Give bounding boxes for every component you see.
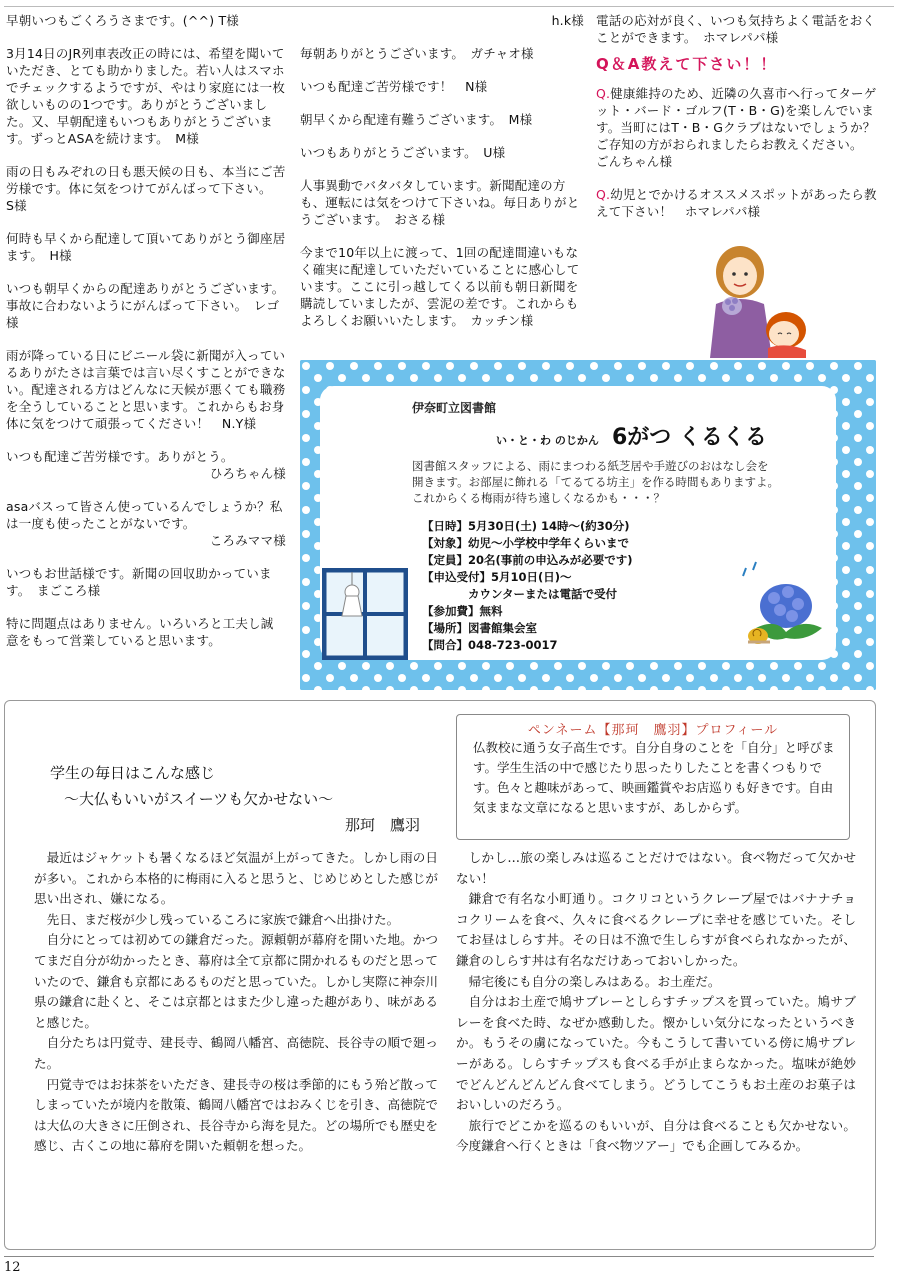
program-title-small: い・と・わ のじかん	[496, 434, 599, 447]
essay-paragraph: 自分にとっては初めての鎌倉だった。源頼朝が幕府を開いた地。かつてまだ自分が幼かったとき、幕府は全て京都に開かれるものだと思っていたので、鎌倉も京都にあるものだと思っていた。しかし実際に神奈川県の鎌倉に赴くと、そこは京都とはまた少し違った趣があり、味があると感じた。	[34, 932, 438, 1030]
message-text: いつもありがとうございます。 U様	[300, 145, 506, 160]
message-text: 特に問題点はありません。いろいろと工夫し誠意をもって営業していると思います。	[6, 616, 274, 648]
message-text: いつも配達ご苦労様です！ N様	[300, 79, 488, 94]
message-text: 雨の日もみぞれの日も悪天候の日も、本当にご苦労様です。体に気をつけてがんばって下さい。 S様	[6, 164, 286, 213]
message-text: いつも朝早くからの配達ありがとうございます。事故に合わないようにがんばって下さい。 レゴ様	[6, 281, 285, 330]
qa-title: Q＆A教えて下さい！！	[596, 55, 778, 73]
message-text: 雨が降っている日にビニール袋に新聞が入っているありがたさは言葉では言い尽くすことができない。配達される方はどんなに天候が悪くても職務を全うしていることと思います。これからもお身体に気をつけて頑張ってください！ N.Y様	[6, 348, 286, 431]
essay-paragraph: 帰宅後にも自分の楽しみはある。お土産だ。	[468, 973, 721, 989]
message-item	[6, 498, 286, 549]
message-text: 人事異動でバタバタしています。新聞配達の方も、運転には気をつけて下さいね。毎日ありがとうございます。 おさる様	[300, 178, 580, 227]
detail-row: 【申込受付】5月10日(日)～	[422, 570, 572, 584]
message-item	[6, 12, 286, 29]
message-signature: h.k様	[551, 13, 584, 28]
message-item	[300, 144, 584, 161]
message-item	[6, 163, 286, 214]
essay-paragraph: 自分たちは円覚寺、建長寺、鶴岡八幡宮、高徳院、長谷寺の順で廻った。	[34, 1035, 438, 1071]
detail-row: 【定員】20名(事前の申込みが必要です)	[422, 553, 633, 567]
desc-line-2: 開きます。お部屋に飾れる「てるてる坊主」を作る時間もありますよ。	[412, 475, 779, 489]
message-text: asaバスって皆さん使っているんでしょうか？私は一度も使ったことがないです。	[6, 499, 283, 531]
profile-title: ペンネーム【那珂 鷹羽】プロフィール	[527, 723, 779, 738]
detail-row: カウンターまたは電話で受付	[422, 587, 618, 601]
window-teru-teru-bozu-icon	[322, 568, 408, 660]
message-text: 早朝いつもごくろうさまです。(^^) T様	[6, 13, 240, 28]
message-item: 電話の応対が良く、いつも気持ちよく電話をおくことができます。 ホマレパパ様	[596, 13, 876, 45]
essay-paragraph: 自分はお土産で鳩サブレーとしらすチップスを買っていた。鳩サブレーを食べた時、なぜか感動した。懐かしい気分になったというべきか。もうその虜になっていた。今もこうして書いている傍に鳩サブレーがある。しらすチップスも食べる手が止まらなかった。塩味が絶妙でどんどんどんどん食べてしまう。どうしてこうもお土産のお菓子はおいしいのだろう。	[456, 994, 856, 1113]
essay-paragraph: 先日、まだ桜が少し残っているころに家族で鎌倉へ出掛けた。	[46, 911, 400, 927]
message-signature: ころみママ様	[209, 533, 286, 548]
detail-row: 【対象】幼児～小学校中学年くらいまで	[422, 536, 629, 550]
message-signature: ひろちゃん様	[209, 466, 286, 481]
essay-column-1	[34, 848, 438, 1157]
desc-line-1: 図書館スタッフによる、雨にまつわる紙芝居や手遊びのおはなし会を	[412, 459, 769, 473]
message-text: 朝早くから配達有難うございます。 M様	[300, 112, 533, 127]
top-rule	[4, 6, 894, 7]
message-text: 3月14日のJR列車表改正の時には、希望を聞いていただき、とても助かりました。若い人はスマホでチェックするようですが、やはり家庭には一枚欲しいものの1つです。ありがとうございました。又、早朝配達もいつもありがとうございます。ずっとASAを続けます。 M様	[6, 46, 286, 146]
message-item	[300, 177, 584, 228]
essay-title: 学生の毎日はこんな感じ	[50, 764, 216, 782]
message-text: 何時も早くから配達して頂いてありがとう御座居ます。 H様	[6, 231, 286, 263]
hydrangea-snail-icon	[726, 558, 836, 658]
essay-paragraph: 最近はジャケットも暑くなるほど気温が上がってきた。しかし雨の日が多い。これから本格的に梅雨に入ると思うと、じめじめとした感じが思い出され、嫌になる。	[34, 850, 438, 907]
program-title	[496, 420, 767, 451]
message-item	[6, 347, 286, 432]
essay-subtitle: ～大仏もいいがスイーツも欠かせない～	[64, 790, 334, 808]
message-text: 毎朝ありがとうございます。 ガチャオ様	[300, 46, 534, 61]
program-details	[422, 518, 633, 654]
message-item	[6, 230, 286, 264]
message-item	[6, 565, 286, 599]
qa-item	[596, 85, 880, 170]
qa-item	[596, 186, 880, 220]
message-item	[300, 45, 584, 62]
detail-row: 【日時】5月30日(土) 14時～(約30分)	[422, 519, 630, 533]
profile-body: 仏教校に通う女子高生です。自分自身のことを「自分」と呼びます。学生生活の中で感じたり思ったりしたことを書くつもりです。色々と趣味があって、映画鑑賞やお店巡りも好きです。自由気ままな文章になると思いますが、あしからず。	[473, 740, 835, 815]
essay-paragraph: 鎌倉で有名な小町通り。コクリコというクレープ屋ではバナナチョコクリームを食べ、久々に食べるクレープに幸せを感じていた。そしてお昼はしらす丼。その日は不漁で生しらすが食べられなかったが、鎌倉のしらす丼は有名なだけあっておいしかった。	[456, 891, 856, 968]
reader-messages-column-1	[6, 12, 286, 665]
desc-line-3: これからくる梅雨が待ち遠しくなるかも・・・？	[412, 491, 665, 505]
reader-messages-column-3	[596, 12, 880, 236]
bottom-rule	[4, 1256, 874, 1257]
profile-box	[456, 714, 850, 840]
message-item	[6, 448, 286, 482]
qa-question: 健康維持のため、近隣の久喜市へ行ってターゲット・バード・ゴルフ(T・B・G)を楽しんでいます。当町にはT・B・Gクラブはないでしょうか？ご存知の方がおられましたらお教えください。 ごんちゃん様	[596, 86, 877, 169]
program-description	[412, 458, 812, 506]
essay-paragraph: しかし…旅の楽しみは巡ることだけではない。食べ物だって欠かせない！	[456, 850, 856, 886]
essay-heading	[50, 760, 430, 838]
reader-messages-column-2	[300, 12, 584, 345]
message-item	[6, 45, 286, 147]
essay-paragraph: 旅行でどこかを巡るのもいいが、自分は食べることも欠かせない。今度鎌倉へ行くときは「食べ物ツアー」でも企画してみるか。	[456, 1117, 856, 1154]
message-item	[300, 244, 584, 329]
message-text: 今まで10年以上に渡って、1回の配達間違いもなく確実に配達していただいていることに感心しています。ここに引っ越してくる以前も朝日新聞を購読していましたが、雲泥の差です。これからもよろしくお願いいたします。 カッチン様	[300, 245, 580, 328]
program-title-big: 6がつ くるくる	[611, 425, 767, 450]
mother-child-illustration	[688, 238, 818, 358]
message-item	[300, 12, 584, 29]
page-number: 12	[4, 1260, 21, 1275]
qa-question: 幼児とでかけるオススメスポットがあったら教えて下さい！ ホマレパパ様	[596, 187, 877, 219]
message-text: いつもお世話様です。新聞の回収助かっています。 まごころ様	[6, 566, 272, 598]
detail-row: 【参加費】無料	[422, 604, 503, 618]
message-item	[300, 78, 584, 95]
essay-column-2	[456, 848, 856, 1157]
library-notice	[300, 360, 876, 690]
essay-paragraph: 円覚寺ではお抹茶をいただき、建長寺の桜は季節的にもう殆ど散ってしまっていたが境内を散策、鶴岡八幡宮ではおみくじを引き、高徳院では大仏の大きさに圧倒され、長谷寺から海を見た。どの場所でも歴史を感じ、古くこの地に幕府を開いた頼朝を想った。	[34, 1076, 438, 1154]
essay-author: 那珂 鷹羽	[344, 816, 420, 834]
qa-q-marker: Q.	[596, 187, 611, 202]
message-item	[6, 280, 286, 331]
detail-row: 【問合】048-723-0017	[422, 638, 558, 652]
message-item	[6, 615, 286, 649]
detail-row: 【場所】図書館集会室	[422, 621, 537, 635]
library-org: 伊奈町立図書館	[412, 401, 497, 415]
message-item	[300, 111, 584, 128]
qa-q-marker: Q.	[596, 86, 611, 101]
message-text: いつも配達ご苦労様です。ありがとう。	[6, 449, 234, 464]
